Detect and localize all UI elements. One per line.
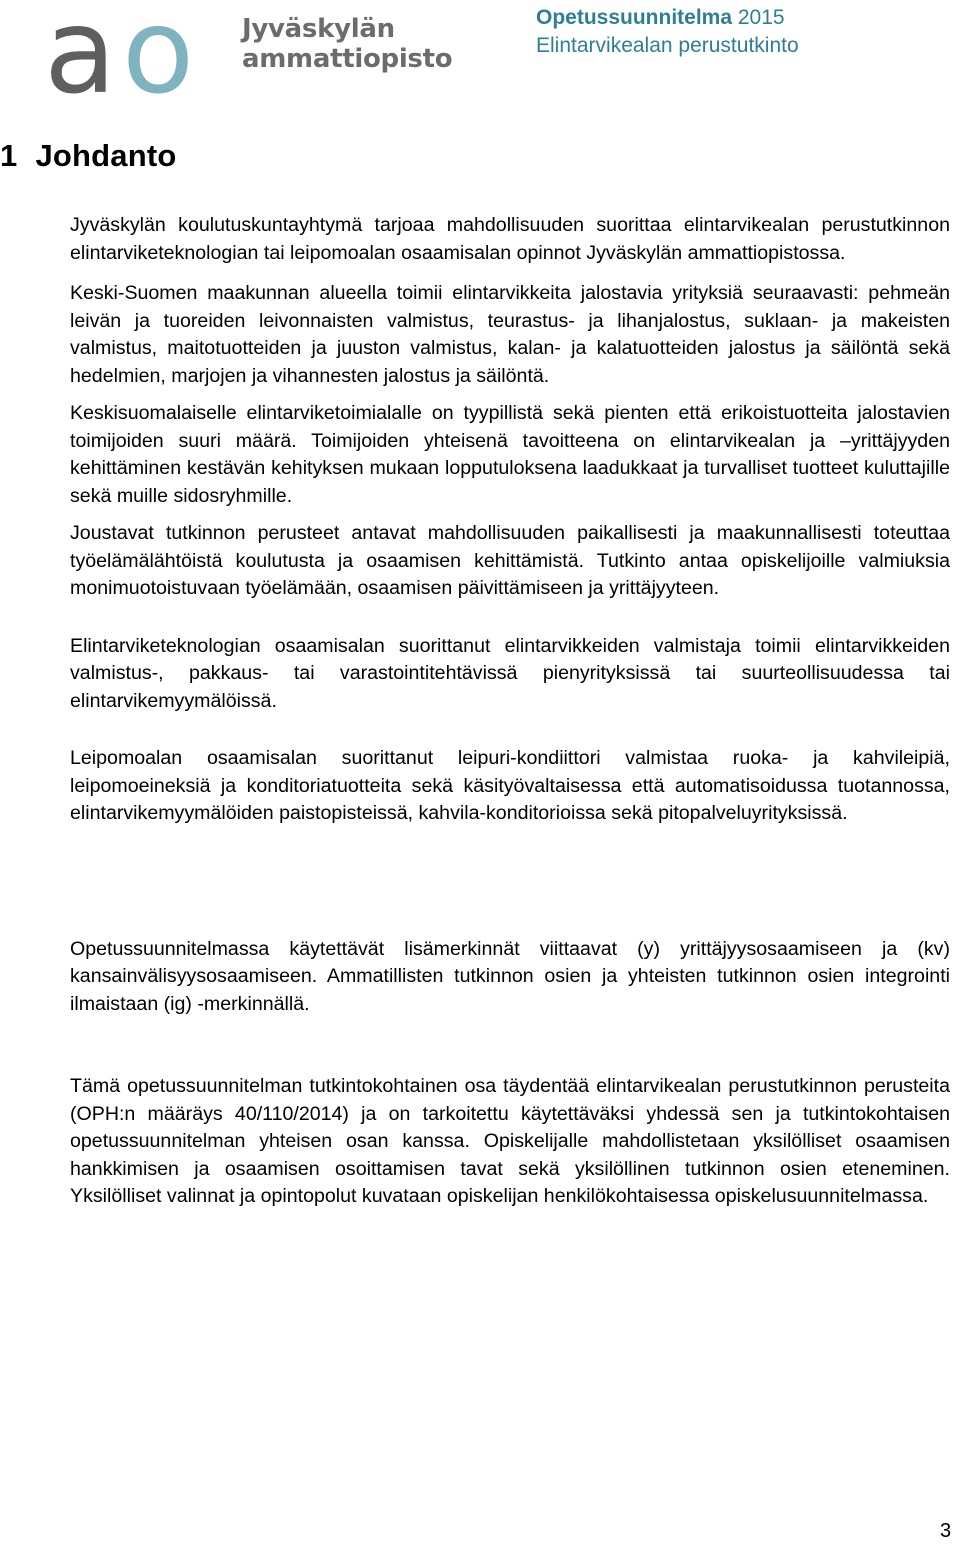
logo-wordmark xyxy=(242,14,452,74)
logo-line-1: Jyväskylän xyxy=(242,14,395,44)
paragraph-7: Opetussuunnitelmassa käytettävät lisämerkinnät viittaavat (y) yrittäjyysosaamiseen ja (kv) kansainvälisyysosaamiseen. Ammatillisten tutkinnon osien ja yhteisten tutkinnon osien integrointi ilmaistaan (ig) -merkinnällä. xyxy=(70,937,950,1015)
paragraph-2: Keski-Suomen maakunnan alueella toimii elintarvikkeita jalostavia yrityksiä seuraavasti: pehmeän leivän ja tuoreiden leivonnaisten valmistus, teurastus- ja lihanjalostus, suklaan- ja makeisten valmistus, maitotuotteiden ja juuston valmistus, kalan- ja kalatuotteiden jalostus ja säilöntä sekä hedelmien, marjojen ja vihannesten jalostus ja säilöntä. xyxy=(70,282,950,387)
section-title: Johdanto xyxy=(35,138,177,173)
header-year: 2015 xyxy=(737,6,785,29)
page-number: 3 xyxy=(940,1520,952,1542)
paragraph-5: Elintarviketeknologian osaamisalan suorittanut elintarvikkeiden valmistaja toimii elintarvikkeiden valmistus-, pakkaus- tai varastointitehtävissä pienyrityksissä tai suurteollisuudessa tai elintarvikemyymälöissä. xyxy=(70,634,950,712)
header-title-line xyxy=(536,4,799,32)
document-body xyxy=(70,212,950,1211)
jyvaskylan-ammattiopisto-logo xyxy=(44,0,453,100)
paragraph-1: Jyväskylän koulutuskuntayhtymä tarjoaa mahdollisuuden suorittaa elintarvikealan perustutkinnon elintarviketeknologian tai leipomoalan osaamisalan opinnot Jyväskylän ammattiopistossa. xyxy=(70,214,950,264)
section-number: 1 xyxy=(0,138,18,173)
ao-logo-mark-icon xyxy=(44,0,234,100)
document-header xyxy=(536,4,799,60)
svg-text:o: o xyxy=(122,0,195,100)
header-subtitle: Elintarvikealan perustutkinto xyxy=(536,34,799,57)
paragraph-4: Joustavat tutkinnon perusteet antavat mahdollisuuden paikallisesti ja maakunnallisesti toteuttaa työelämälähtöistä koulutusta ja osaamisen kehittämistä. Tutkinto antaa opiskelijoille valmiuksia monimuotoistuvaan työelämään, osaamisen päivittämiseen ja yrittäjyyteen. xyxy=(70,522,950,599)
logo-line-2: ammattiopisto xyxy=(242,44,453,74)
svg-text:a: a xyxy=(44,0,109,100)
section-heading xyxy=(0,138,177,174)
paragraph-6: Leipomoalan osaamisalan suorittanut leipuri-kondiittori valmistaa ruoka- ja kahvileipiä, leipomoeineksiä ja konditoriatuotteita sekä käsityövaltaisessa että automatisoidussa tuotannossa, elintarvikemyymälöiden paistopisteissä, kahvila-konditorioissa sekä pitopalveluyrityksissä. xyxy=(70,747,950,824)
paragraph-3: Keskisuomalaiselle elintarviketoimialalle on tyypillistä sekä pienten että erikoistuotteita jalostavien toimijoiden suuri määrä. Toimijoiden yhteisenä tavoitteena on elintarvikealan ja –yrittäjyyden kehittäminen kestävän kehityksen mukaan lopputuloksena laadukkaat ja turvalliset tuotteet kuluttajille sekä muille sidosryhmille. xyxy=(70,402,950,507)
paragraph-8: Tämä opetussuunnitelman tutkintokohtainen osa täydentää elintarvikealan perustutkinnon perusteita (OPH:n määräys 40/110/2014) ja on tarkoitettu käytettäväksi yhdessä sen ja tutkintokohtaisen opetussuunnitelman yhteisen osan kanssa. Opiskelijalle mahdollistetaan yksilölliset osaamisen hankkimisen ja osaamisen osoittamisen tavat sekä yksilöllinen tutkinnon osien eteneminen. Yksilölliset valinnat ja opintopolut kuvataan opiskelijan henkilökohtaisessa opiskelusuunnitelmassa. xyxy=(70,1075,950,1207)
header-title: Opetussuunnitelma xyxy=(536,6,733,29)
